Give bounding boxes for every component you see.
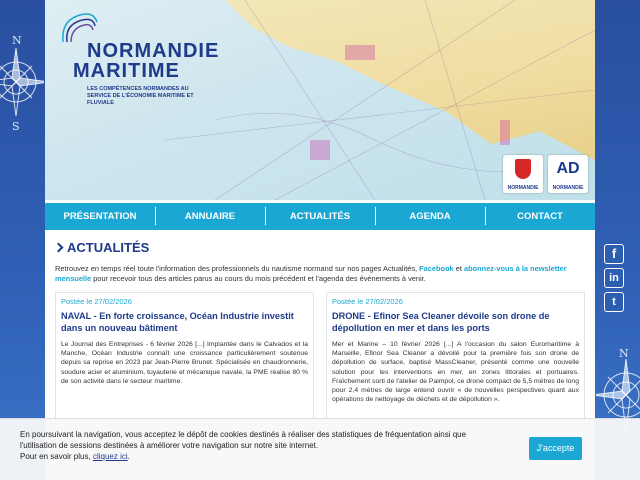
article-title[interactable]: NAVAL - En forte croissance, Océan Industrie investit dans un nouveau bâtiment	[61, 311, 294, 333]
section-title: ACTUALITÉS	[67, 240, 150, 255]
compass-north-label: N	[12, 34, 22, 47]
compass-rose-left	[0, 30, 44, 140]
partner-ad-normandie-logo[interactable]	[548, 155, 588, 193]
nav-item-annuaire[interactable]: ANNUAIRE	[155, 211, 265, 222]
logo-title-line2: MARITIME	[73, 60, 180, 82]
linkedin-icon[interactable]: in	[604, 268, 624, 288]
cookie-accept-button[interactable]: J'accepte	[529, 437, 582, 460]
nav-item-actualites[interactable]: ACTUALITÉS	[265, 211, 375, 222]
twitter-icon[interactable]: t	[604, 292, 624, 312]
main-content	[45, 240, 595, 442]
ad-normandie-mark: AD	[556, 160, 580, 177]
logo-title-line1: NORMANDIE	[87, 40, 220, 62]
newsletter-link[interactable]: abonnez-vous à la newsletter mensuelle	[55, 264, 567, 283]
article-excerpt: Le Journal des Entreprises - 6 février 2026 [...] Implantée dans le Calvados et la Manche, Océan Industrie connaît une croissance particulièrement soutenue depuis sa reprise en 2023 par Jean-Pierre Brunet. Spécialisée en chaudronnerie, soudure acier et aluminium, tuyauterie et mécanique navale, la PME réalise 80 % de son activité dans le secteur maritime.	[61, 341, 308, 385]
partner-region-normandie-logo[interactable]	[503, 155, 543, 193]
partner-ad-caption: NORMANDIE	[552, 185, 584, 191]
chevron-right-icon	[54, 243, 64, 253]
section-intro	[55, 264, 585, 284]
page-container	[45, 0, 595, 480]
cookie-text-prefix: Pour en savoir plus,	[20, 452, 91, 461]
intro-text-part3: pour recevoir tous des articles parus au cours du mois précédent et l'agenda des événements à venir.	[93, 274, 426, 283]
nav-item-agenda[interactable]: AGENDA	[375, 211, 485, 222]
cookie-more-info-link[interactable]: cliquez ici	[92, 452, 128, 461]
main-nav	[45, 203, 595, 230]
intro-text-part1: Retrouvez en temps réel toute l'information des professionnels du nautisme normand sur nos pages Actualités,	[55, 264, 418, 273]
nav-item-contact[interactable]: CONTACT	[485, 211, 595, 222]
article-date: Postée le 27/02/2026	[332, 297, 403, 306]
partner-region-caption: NORMANDIE	[507, 185, 539, 191]
compass-south-label: S	[12, 120, 20, 133]
cookie-text-line3	[20, 451, 500, 462]
cookie-text-suffix: .	[127, 452, 130, 461]
article-date: Postée le 27/02/2026	[61, 297, 132, 306]
cookie-message	[20, 429, 500, 462]
section-heading	[55, 240, 585, 255]
cookie-text-line2: l'utilisation de sessions destinées à améliorer votre navigation sur notre site internet.	[20, 441, 319, 450]
nav-item-presentation[interactable]: PRÉSENTATION	[63, 211, 137, 222]
article-excerpt: Mer et Marine – 10 février 2026 [...] A l'occasion du salon Euromaritime à Marseille, Efinor Sea Cleaner a dévoilé pour la première fois son drone de dépollution de surface, baptisé MassCleaner, présenté comme une nouvelle solution pour les interventions en mer, en zones littorales et portuaires. Fraîchement sorti de l'atelier de Paimpol, ce drone compact de 5,5 mètres de long pour 2,4 mètres de large entend ouvrir « de nouvelles perspectives quant aux opérations de nettoyage de déchets et de dépollution ».	[332, 341, 579, 404]
facebook-link[interactable]: Facebook	[419, 264, 454, 273]
compass-north-label: N	[619, 347, 629, 360]
intro-text-part2: et	[455, 264, 462, 273]
article-title[interactable]: DRONE - Efinor Sea Cleaner dévoile son drone de dépollution en mer et dans les ports	[332, 311, 550, 333]
normandie-shield-icon	[515, 159, 531, 179]
facebook-icon[interactable]: f	[604, 244, 624, 264]
cookie-text-line1: En poursuivant la navigation, vous acceptez le dépôt de cookies destinés à réaliser des statistiques de fréquentation ainsi que	[20, 430, 467, 439]
header-banner	[45, 0, 595, 200]
site-logo[interactable]	[55, 6, 220, 116]
logo-subtitle: LES COMPÉTENCES NORMANDES AU SERVICE DE L'ÉCONOMIE MARITIME ET FLUVIALE	[87, 86, 194, 106]
